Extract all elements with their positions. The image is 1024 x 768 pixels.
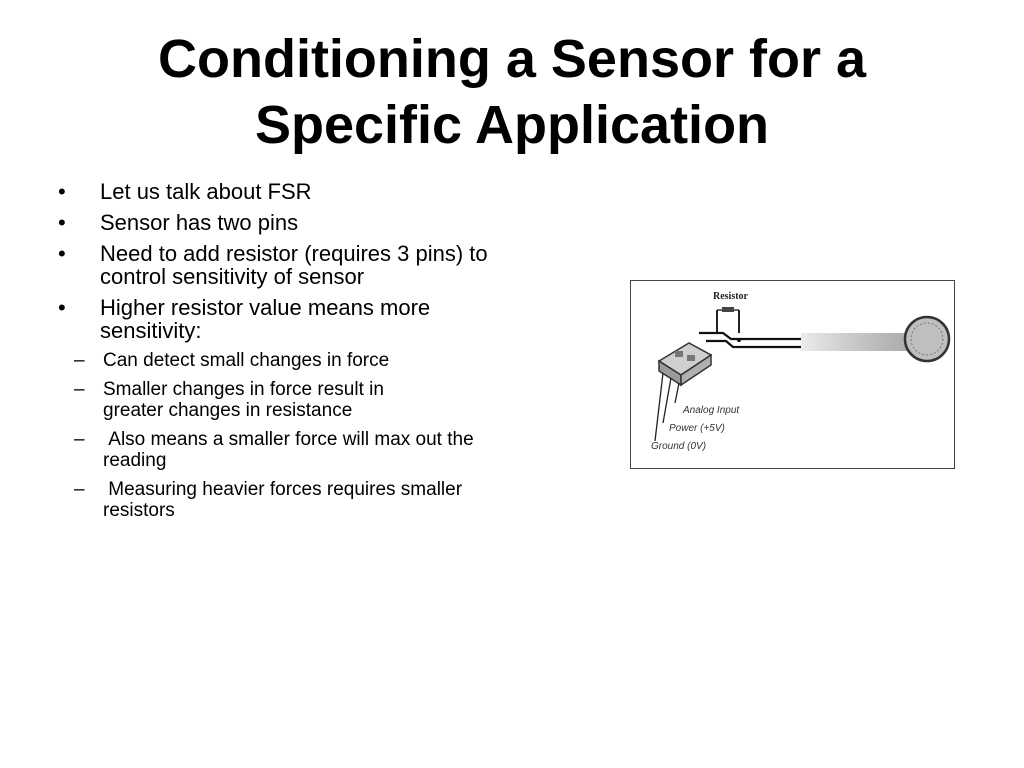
power-label: Power (+5V): [669, 423, 725, 434]
sub-bullet-text: Smaller changes in force result in greater changes in resistance: [103, 379, 384, 421]
fsr-pad: [905, 317, 949, 361]
wire-top: [699, 333, 801, 339]
junction-dot: [737, 338, 741, 342]
fsr-strip: [801, 333, 911, 351]
fsr-wiring-diagram: [630, 280, 955, 469]
resistor-body: [722, 307, 734, 312]
resistor-wires: [717, 310, 739, 333]
sub-bullet-text: Measuring heavier forces requires smaller resistors: [103, 479, 468, 521]
bullet-item: [58, 242, 540, 288]
sub-bullet-marker: –: [74, 479, 85, 500]
connector-block: [659, 343, 711, 385]
bullet-marker: •: [58, 295, 66, 320]
title-line-1: Conditioning a Sensor for a: [157, 29, 866, 89]
sub-bullet-text: Can detect small changes in force: [103, 350, 390, 371]
sub-bullet-marker: –: [74, 379, 85, 400]
diagram-svg: [631, 281, 953, 467]
bullet-item: [58, 211, 538, 234]
bullet-text: Sensor has two pins: [100, 210, 299, 235]
sub-bullet-marker: –: [74, 429, 85, 450]
sub-bullet-item: [58, 429, 483, 471]
bullet-marker: •: [58, 241, 66, 266]
sub-bullet-text: Also means a smaller force will max out the reading: [103, 429, 479, 471]
bullet-marker: •: [58, 210, 66, 235]
wire-bottom: [706, 341, 801, 347]
bullet-text: Let us talk about FSR: [100, 179, 312, 204]
bullet-item: [58, 296, 520, 521]
bullet-item: [58, 180, 538, 203]
bullet-list: [58, 180, 538, 529]
bullet-text: Higher resistor value means more sensitivity:: [100, 295, 431, 343]
resistor-label: Resistor: [713, 291, 748, 302]
bullet-marker: •: [58, 179, 66, 204]
title-line-2: Specific Application: [254, 95, 770, 155]
sub-bullet-marker: –: [74, 350, 85, 371]
sub-bullet-item: [58, 350, 478, 371]
slide-title: [0, 26, 1024, 158]
bullet-text: Need to add resistor (requires 3 pins) to control sensitivity of sensor: [100, 241, 488, 289]
sub-bullet-item: [58, 379, 433, 421]
analog-input-label: Analog Input: [683, 405, 740, 416]
ground-label: Ground (0V): [651, 441, 707, 452]
sub-bullet-item: [58, 479, 473, 521]
sub-bullet-list: [58, 350, 478, 521]
